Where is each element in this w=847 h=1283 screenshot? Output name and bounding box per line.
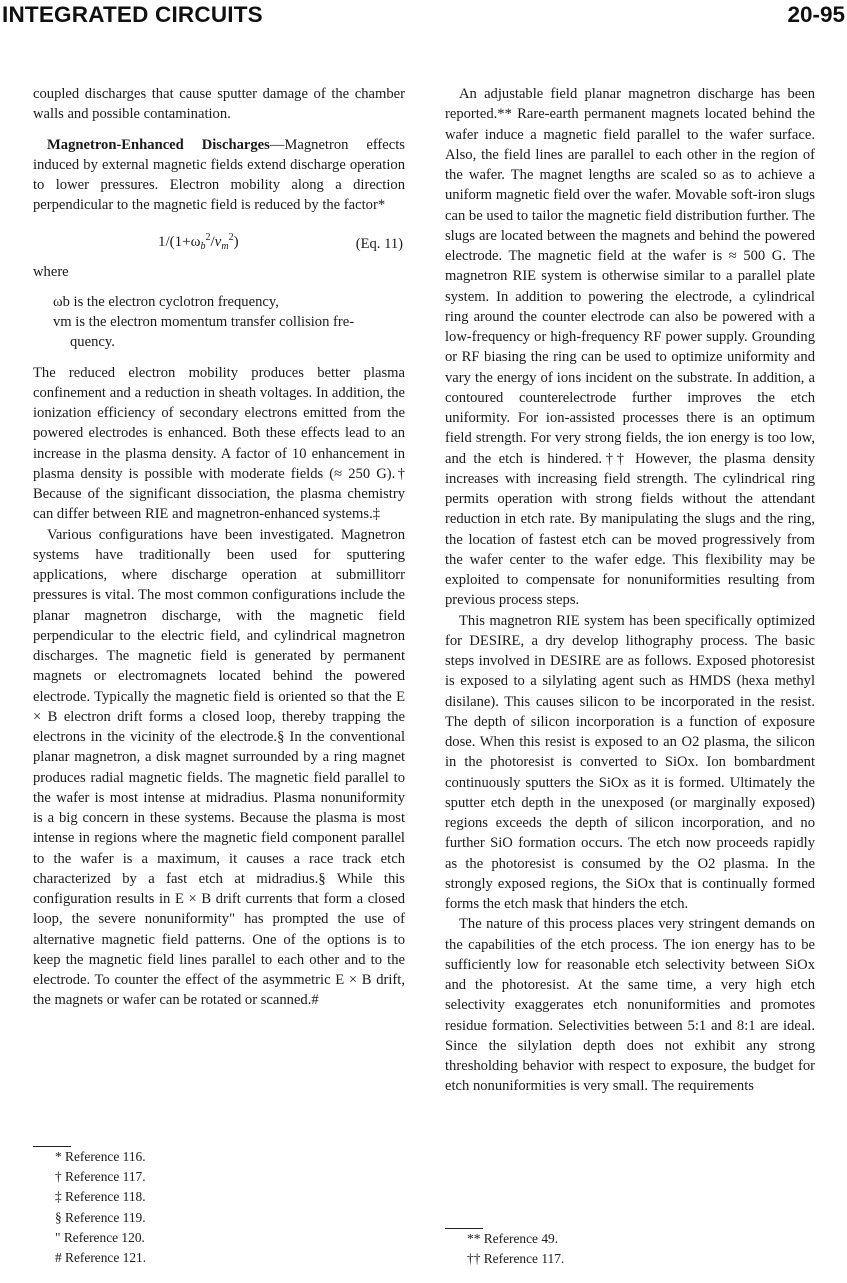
paragraph: The nature of this process places very stringent demands on the capabilities of the etch process. The ion energy has to be sufficiently low for reasonable etch selectivity between SiOx and the photoresist. At the same time, a very high etch selectivity exaggerates etch nonuniformities and promotes residue formation. Selectivities between 5:1 and 8:1 are ideal. Since the silylation depth does not exhibit any strong thresholding behavior with respect to exposure, the budget for etch nonuniformities is very small. The requirements <box>445 916 815 1095</box>
footnote: ** Reference 49. <box>467 1231 559 1246</box>
paragraph: The reduced electron mobility produces better plasma confinement and a reduction in sheath voltages. In addition, the ionization efficiency of secondary electrons emitted from the powered electrodes is enhanced. Both these effects lead to an increase in the plasma density. A factor of 10 enhancement in plasma density is possible with moderate fields (≈ 250 G).† Because of the significant dissociation, the plasma chemistry can differ between RIE and magnetron-enhanced systems.‡ <box>33 364 405 523</box>
paragraph: coupled discharges that cause sputter damage of the chamber walls and possible contamination. <box>33 86 405 123</box>
paragraph: This magnetron RIE system has been specifically optimized for DESIRE, a dry develop lithography process. The basic steps involved in DESIRE are as follows. Exposed photoresist is exposed to a silylating agent such as HMDS (hexa methyl disilane). This causes silicon to be incorporated in the resist. The depth of silicon incorporation is a function of exposure dose. When this resist is exposed to an O2 plasma, the silicon in the photoresist is converted to SiOx. Ion bombardment continuously sputters the SiOx as it is formed. Ultimately the sputter etch depth in the unexposed (or marginally exposed) regions exceeds the depth of silicon incorporation, and no further SiO formation occurs. The etch now proceeds rapidly as the photoresist is consumed by the O2 plasma. In the strongly exposed regions, the SiOx that is continually formed forms the etch mask that hinders the etch. <box>445 612 815 912</box>
definition-continued: quency. <box>70 334 115 351</box>
footnotes-left <box>33 1146 405 1268</box>
right-column <box>445 84 815 1097</box>
footnote: † Reference 117. <box>55 1169 146 1185</box>
footnote: " Reference 120. <box>55 1229 145 1245</box>
footnotes-right <box>445 1228 815 1269</box>
footnote: * Reference 116. <box>55 1149 146 1164</box>
footnote: § Reference 119. <box>55 1209 146 1225</box>
paragraph: Various configurations have been investigated. Magnetron systems have traditionally been used for sputtering applications, where discharge operation at submillitorr pressures is vital. The most common configurations include the planar magnetron discharge, with the magnetic field perpendicular to the electric field, and cylindrical magnetron discharges. The magnetic field is generated by permanent magnets or electromagnets located behind the powered electrode. Typically the magnetic field is oriented so that the E × B electron drift forms a closed loop, thereby trapping the electrons in the vicinity of the electrode.§ In the conventional planar magnetron, a disk magnet surrounded by a ring magnet produces radial magnetic fields. The magnetic field parallel to the wafer is most intense at midradius. Plasma nonuniformity is a big concern in these systems. Because the plasma is most intense in regions where the magnetic field component parallel to the wafer is a maximum, it causes a race track etch characterized by a fast etch at midradius.§ While this configuration results in E × B drift currents that form a closed loop, the severe nonuniformity" has prompted the use of alternative magnetic field patterns. One of the options is to keep the magnetic field lines parallel to each other and to the electrode. To counter the effect of the asymmetric E × B drift, the magnets or wafer can be rotated or scanned.# <box>33 526 405 1009</box>
equation-expression: $1/(1+\omega_b^2/v_m^2)$ <box>158 231 239 252</box>
paragraph: An adjustable field planar magnetron discharge has been reported.** Rare-earth permanent magnets located behind the wafer induce a magnetic field parallel to the wafer surface. Also, the field lines are parallel to each other in the region of the wafer. The magnet lengths are scaled so as to achieve a uniform magnetic field over the wafer. Movable soft-iron slugs can be used to tailor the magnetic field distribution further. The slugs are located between the magnets and behind the powered electrode. The magnetic field at the wafer is ≈ 500 G. The magnetron RIE system is otherwise similar to a parallel plate system. In addition to powering the electrode, a cylindrical ring around the counter electrode can also be powered with a low-frequency or high-frequency RF power supply. Grounding or RF biasing the ring can be used to optimize uniformity and vary the energy of ions incident on the substrate. In addition, a contoured counterelectrode further improves the etch uniformity. For ion-assisted processes there is an optimum field strength. For very strong fields, the ion energy is too low, and the etch is hindered.†† However, the plasma density increases with increasing field strength. The cylindrical ring permits operation with strong fields without the attendant reduction in etch rate. By manipulating the slugs and the ring, the location of fastest etch can be moved progressively from the wafer center to the wafer edge. This flexibility may be exploited to compensate for nonuniformities resulting from previous process steps. <box>445 86 815 609</box>
section-heading: Magnetron-Enhanced Discharges <box>47 136 270 153</box>
left-column <box>33 84 405 1011</box>
page-number: 20-95 <box>787 2 845 27</box>
where-label: where <box>33 263 69 280</box>
equation <box>33 226 405 262</box>
footnote: ‡ Reference 118. <box>55 1189 146 1205</box>
definition: vm is the electron momentum transfer collision fre- <box>53 314 355 330</box>
paragraph: Magnetron-Enhanced Discharges—Magnetron effects induced by external magnetic fields extend discharge operation to lower pressures. Electron mobility along a direction perpendicular to the magnetic field is reduced by the factor* <box>33 136 405 214</box>
section-title: INTEGRATED CIRCUITS <box>2 2 263 27</box>
definition: ωb is the electron cyclotron frequency, <box>53 293 279 310</box>
page-header <box>0 0 847 34</box>
footnote: †† Reference 117. <box>467 1251 565 1267</box>
footnote: # Reference 121. <box>55 1250 147 1266</box>
equation-label: (Eq. 11) <box>355 235 403 252</box>
